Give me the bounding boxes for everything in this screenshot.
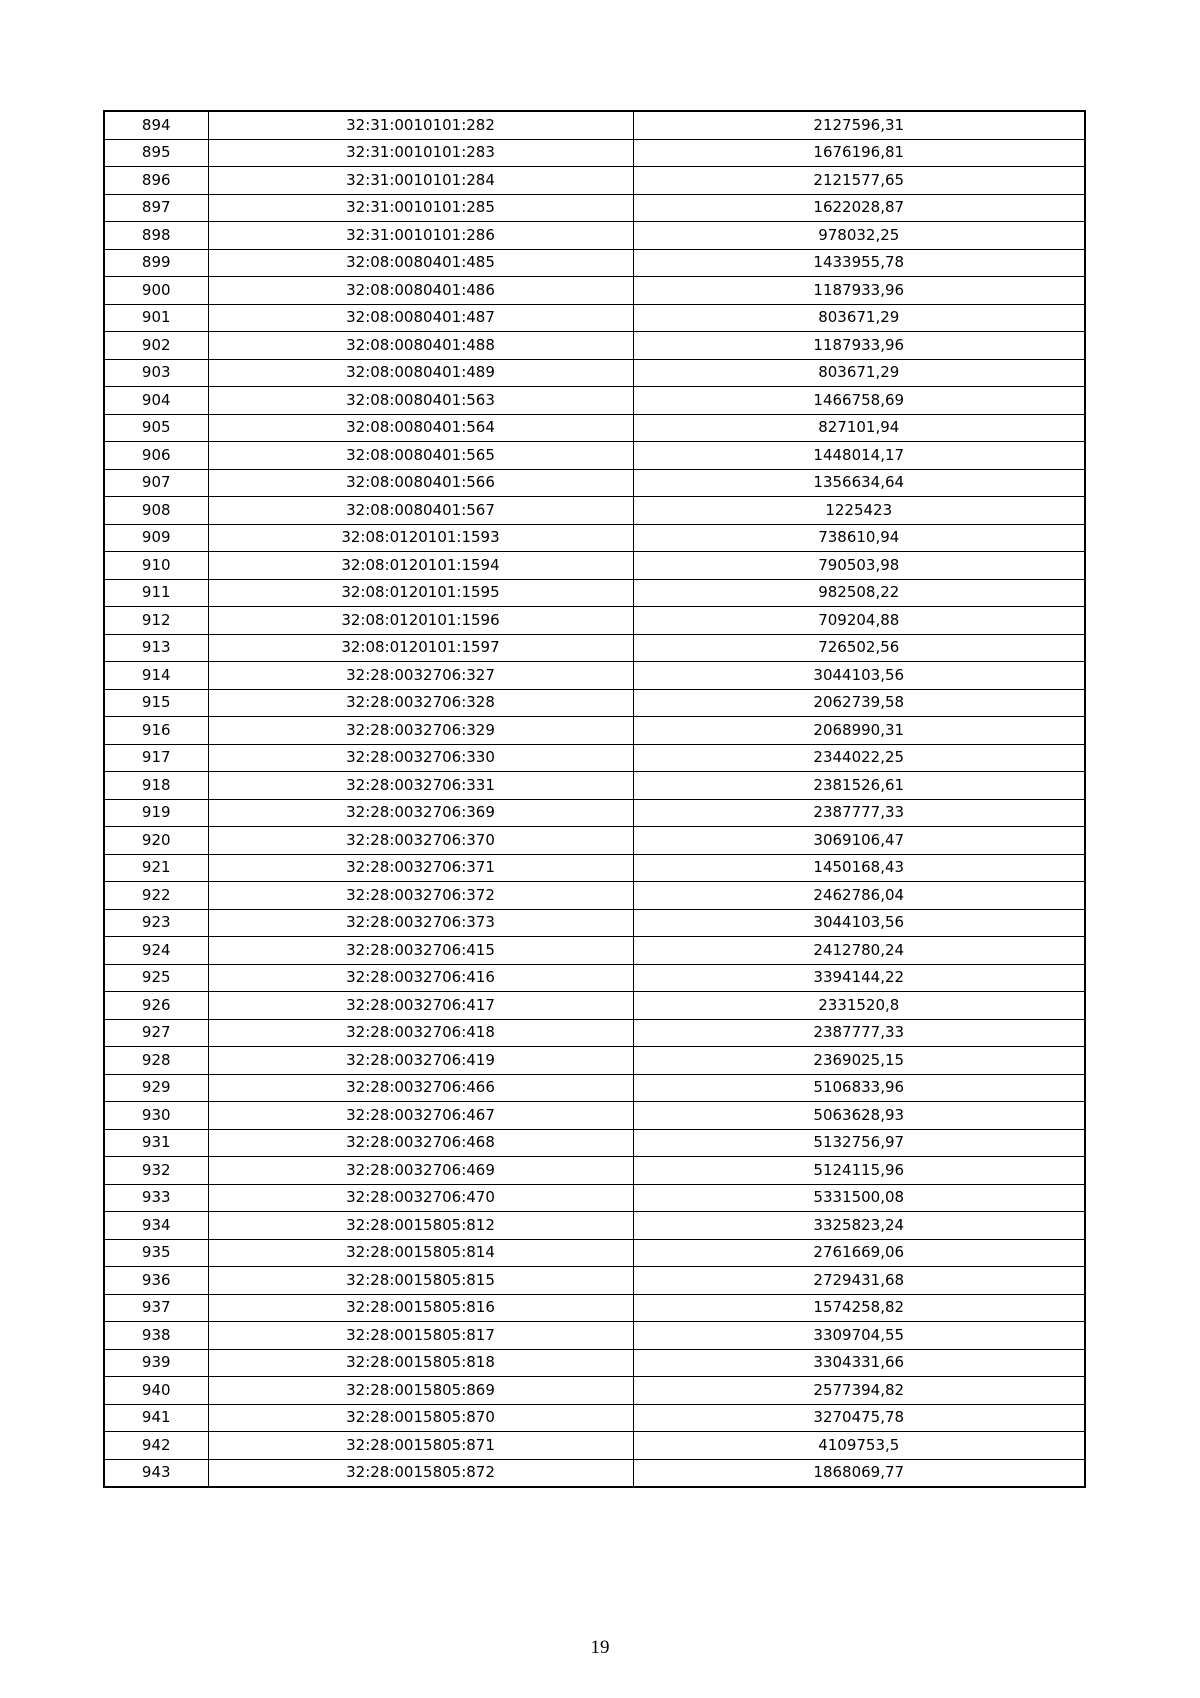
cadastral-value-cell: 709204,88	[633, 607, 1085, 635]
row-number-cell: 899	[104, 249, 208, 277]
cadastral-number-cell: 32:08:0080401:566	[208, 469, 633, 497]
cadastral-value-cell: 803671,29	[633, 304, 1085, 332]
table-row	[104, 1322, 1085, 1350]
cadastral-value-cell: 3309704,55	[633, 1322, 1085, 1350]
row-number-cell: 941	[104, 1404, 208, 1432]
cadastral-number-cell: 32:31:0010101:286	[208, 222, 633, 250]
cadastral-number-cell: 32:31:0010101:284	[208, 167, 633, 195]
table-row	[104, 1102, 1085, 1130]
table-row	[104, 1377, 1085, 1405]
row-number-cell: 928	[104, 1047, 208, 1075]
table-row	[104, 249, 1085, 277]
cadastral-number-cell: 32:28:0032706:330	[208, 744, 633, 772]
cadastral-number-cell: 32:08:0120101:1594	[208, 552, 633, 580]
cadastral-number-cell: 32:28:0032706:416	[208, 964, 633, 992]
table-row	[104, 1212, 1085, 1240]
cadastral-value-cell: 2344022,25	[633, 744, 1085, 772]
row-number-cell: 897	[104, 194, 208, 222]
cadastral-number-cell: 32:28:0032706:469	[208, 1157, 633, 1185]
row-number-cell: 917	[104, 744, 208, 772]
row-number-cell: 925	[104, 964, 208, 992]
cadastral-number-cell: 32:28:0032706:329	[208, 717, 633, 745]
row-number-cell: 934	[104, 1212, 208, 1240]
cadastral-number-cell: 32:08:0120101:1597	[208, 634, 633, 662]
table-row	[104, 359, 1085, 387]
table-row	[104, 607, 1085, 635]
cadastral-value-cell: 1187933,96	[633, 277, 1085, 305]
table-row	[104, 909, 1085, 937]
table-row	[104, 827, 1085, 855]
row-number-cell: 926	[104, 992, 208, 1020]
cadastral-value-cell: 982508,22	[633, 579, 1085, 607]
cadastral-number-cell: 32:08:0080401:567	[208, 497, 633, 525]
table-row	[104, 552, 1085, 580]
cadastral-value-cell: 5106833,96	[633, 1074, 1085, 1102]
table-row	[104, 717, 1085, 745]
cadastral-value-cell: 738610,94	[633, 524, 1085, 552]
cadastral-number-cell: 32:08:0080401:563	[208, 387, 633, 415]
row-number-cell: 911	[104, 579, 208, 607]
table-row	[104, 634, 1085, 662]
cadastral-number-cell: 32:28:0032706:331	[208, 772, 633, 800]
cadastral-number-cell: 32:08:0080401:487	[208, 304, 633, 332]
row-number-cell: 937	[104, 1294, 208, 1322]
cadastral-number-cell: 32:28:0032706:419	[208, 1047, 633, 1075]
cadastral-value-cell: 2369025,15	[633, 1047, 1085, 1075]
table-row	[104, 1239, 1085, 1267]
row-number-cell: 920	[104, 827, 208, 855]
row-number-cell: 933	[104, 1184, 208, 1212]
cadastral-value-cell: 3304331,66	[633, 1349, 1085, 1377]
cadastral-number-cell: 32:08:0120101:1596	[208, 607, 633, 635]
cadastral-number-cell: 32:28:0032706:328	[208, 689, 633, 717]
row-number-cell: 930	[104, 1102, 208, 1130]
table-row	[104, 1267, 1085, 1295]
table-row	[104, 167, 1085, 195]
cadastral-number-cell: 32:08:0120101:1593	[208, 524, 633, 552]
row-number-cell: 938	[104, 1322, 208, 1350]
cadastral-number-cell: 32:31:0010101:282	[208, 111, 633, 139]
row-number-cell: 901	[104, 304, 208, 332]
cadastral-value-cell: 1450168,43	[633, 854, 1085, 882]
cadastral-number-cell: 32:08:0080401:564	[208, 414, 633, 442]
cadastral-number-cell: 32:28:0015805:818	[208, 1349, 633, 1377]
table-row	[104, 139, 1085, 167]
row-number-cell: 936	[104, 1267, 208, 1295]
row-number-cell: 942	[104, 1432, 208, 1460]
table-row	[104, 937, 1085, 965]
table-row	[104, 332, 1085, 360]
row-number-cell: 908	[104, 497, 208, 525]
row-number-cell: 922	[104, 882, 208, 910]
row-number-cell: 943	[104, 1459, 208, 1487]
cadastral-value-cell: 1868069,77	[633, 1459, 1085, 1487]
cadastral-number-cell: 32:08:0080401:565	[208, 442, 633, 470]
row-number-cell: 904	[104, 387, 208, 415]
table-row	[104, 1404, 1085, 1432]
cadastral-value-cell: 803671,29	[633, 359, 1085, 387]
cadastral-value-cell: 827101,94	[633, 414, 1085, 442]
cadastral-number-cell: 32:08:0080401:489	[208, 359, 633, 387]
table-row	[104, 992, 1085, 1020]
cadastral-value-cell: 3069106,47	[633, 827, 1085, 855]
row-number-cell: 919	[104, 799, 208, 827]
row-number-cell: 918	[104, 772, 208, 800]
cadastral-value-cell: 2761669,06	[633, 1239, 1085, 1267]
cadastral-value-cell: 3044103,56	[633, 662, 1085, 690]
table-row	[104, 662, 1085, 690]
row-number-cell: 910	[104, 552, 208, 580]
table-body	[104, 111, 1085, 1487]
row-number-cell: 913	[104, 634, 208, 662]
cadastral-value-cell: 3394144,22	[633, 964, 1085, 992]
table-row	[104, 964, 1085, 992]
cadastral-number-cell: 32:28:0015805:870	[208, 1404, 633, 1432]
table-row	[104, 194, 1085, 222]
cadastral-value-cell: 1466758,69	[633, 387, 1085, 415]
row-number-cell: 896	[104, 167, 208, 195]
table-row	[104, 414, 1085, 442]
cadastral-value-cell: 2331520,8	[633, 992, 1085, 1020]
row-number-cell: 924	[104, 937, 208, 965]
row-number-cell: 895	[104, 139, 208, 167]
cadastral-value-cell: 3270475,78	[633, 1404, 1085, 1432]
row-number-cell: 935	[104, 1239, 208, 1267]
table-row	[104, 579, 1085, 607]
cadastral-value-cell: 790503,98	[633, 552, 1085, 580]
cadastral-value-cell: 1187933,96	[633, 332, 1085, 360]
table-row	[104, 1184, 1085, 1212]
cadastral-number-cell: 32:28:0032706:467	[208, 1102, 633, 1130]
cadastral-value-cell: 2387777,33	[633, 799, 1085, 827]
cadastral-value-cell: 1622028,87	[633, 194, 1085, 222]
row-number-cell: 912	[104, 607, 208, 635]
row-number-cell: 898	[104, 222, 208, 250]
row-number-cell: 932	[104, 1157, 208, 1185]
row-number-cell: 940	[104, 1377, 208, 1405]
row-number-cell: 894	[104, 111, 208, 139]
table-row	[104, 1294, 1085, 1322]
table-row	[104, 772, 1085, 800]
cadastral-value-cell: 1225423	[633, 497, 1085, 525]
cadastral-value-cell: 5124115,96	[633, 1157, 1085, 1185]
cadastral-number-cell: 32:28:0015805:869	[208, 1377, 633, 1405]
cadastral-number-cell: 32:28:0032706:415	[208, 937, 633, 965]
table-row	[104, 1459, 1085, 1487]
row-number-cell: 916	[104, 717, 208, 745]
cadastral-number-cell: 32:08:0080401:485	[208, 249, 633, 277]
row-number-cell: 906	[104, 442, 208, 470]
cadastral-value-cell: 5063628,93	[633, 1102, 1085, 1130]
cadastral-value-table	[103, 110, 1086, 1488]
cadastral-value-cell: 2412780,24	[633, 937, 1085, 965]
cadastral-number-cell: 32:28:0032706:327	[208, 662, 633, 690]
table-row	[104, 744, 1085, 772]
table-row	[104, 497, 1085, 525]
cadastral-value-cell: 4109753,5	[633, 1432, 1085, 1460]
cadastral-number-cell: 32:28:0032706:373	[208, 909, 633, 937]
cadastral-number-cell: 32:28:0015805:872	[208, 1459, 633, 1487]
cadastral-value-cell: 3044103,56	[633, 909, 1085, 937]
cadastral-value-cell: 2462786,04	[633, 882, 1085, 910]
cadastral-value-cell: 2387777,33	[633, 1019, 1085, 1047]
table-row	[104, 469, 1085, 497]
cadastral-number-cell: 32:28:0032706:470	[208, 1184, 633, 1212]
cadastral-value-cell: 978032,25	[633, 222, 1085, 250]
cadastral-value-cell: 1574258,82	[633, 1294, 1085, 1322]
cadastral-value-cell: 2068990,31	[633, 717, 1085, 745]
cadastral-number-cell: 32:28:0032706:370	[208, 827, 633, 855]
table-row	[104, 799, 1085, 827]
cadastral-value-cell: 2381526,61	[633, 772, 1085, 800]
row-number-cell: 921	[104, 854, 208, 882]
cadastral-value-cell: 2729431,68	[633, 1267, 1085, 1295]
table-row	[104, 1349, 1085, 1377]
cadastral-value-cell: 1433955,78	[633, 249, 1085, 277]
cadastral-number-cell: 32:28:0015805:817	[208, 1322, 633, 1350]
cadastral-number-cell: 32:28:0032706:468	[208, 1129, 633, 1157]
row-number-cell: 927	[104, 1019, 208, 1047]
table-row	[104, 854, 1085, 882]
cadastral-number-cell: 32:08:0080401:488	[208, 332, 633, 360]
cadastral-number-cell: 32:31:0010101:283	[208, 139, 633, 167]
cadastral-value-cell: 2577394,82	[633, 1377, 1085, 1405]
cadastral-value-cell: 2062739,58	[633, 689, 1085, 717]
table-row	[104, 1129, 1085, 1157]
cadastral-number-cell: 32:28:0032706:372	[208, 882, 633, 910]
cadastral-value-cell: 5331500,08	[633, 1184, 1085, 1212]
cadastral-number-cell: 32:28:0032706:466	[208, 1074, 633, 1102]
cadastral-value-cell: 2127596,31	[633, 111, 1085, 139]
table-row	[104, 222, 1085, 250]
cadastral-number-cell: 32:28:0032706:369	[208, 799, 633, 827]
cadastral-number-cell: 32:28:0015805:814	[208, 1239, 633, 1267]
table-row	[104, 1157, 1085, 1185]
row-number-cell: 931	[104, 1129, 208, 1157]
row-number-cell: 903	[104, 359, 208, 387]
table-row	[104, 882, 1085, 910]
cadastral-value-cell: 3325823,24	[633, 1212, 1085, 1240]
cadastral-number-cell: 32:28:0032706:418	[208, 1019, 633, 1047]
table-row	[104, 524, 1085, 552]
cadastral-value-cell: 1356634,64	[633, 469, 1085, 497]
row-number-cell: 905	[104, 414, 208, 442]
cadastral-value-cell: 1676196,81	[633, 139, 1085, 167]
cadastral-number-cell: 32:28:0032706:371	[208, 854, 633, 882]
cadastral-value-cell: 2121577,65	[633, 167, 1085, 195]
cadastral-value-cell: 1448014,17	[633, 442, 1085, 470]
cadastral-number-cell: 32:08:0120101:1595	[208, 579, 633, 607]
cadastral-number-cell: 32:28:0015805:815	[208, 1267, 633, 1295]
cadastral-value-cell: 5132756,97	[633, 1129, 1085, 1157]
row-number-cell: 929	[104, 1074, 208, 1102]
table-row	[104, 277, 1085, 305]
row-number-cell: 915	[104, 689, 208, 717]
row-number-cell: 939	[104, 1349, 208, 1377]
table-row	[104, 689, 1085, 717]
row-number-cell: 923	[104, 909, 208, 937]
row-number-cell: 900	[104, 277, 208, 305]
cadastral-number-cell: 32:31:0010101:285	[208, 194, 633, 222]
row-number-cell: 914	[104, 662, 208, 690]
table-row	[104, 1074, 1085, 1102]
cadastral-number-cell: 32:28:0015805:871	[208, 1432, 633, 1460]
row-number-cell: 902	[104, 332, 208, 360]
cadastral-number-cell: 32:28:0032706:417	[208, 992, 633, 1020]
table-row	[104, 442, 1085, 470]
cadastral-number-cell: 32:28:0015805:812	[208, 1212, 633, 1240]
table-row	[104, 1019, 1085, 1047]
cadastral-number-cell: 32:28:0015805:816	[208, 1294, 633, 1322]
page-number: 19	[590, 1637, 610, 1658]
cadastral-number-cell: 32:08:0080401:486	[208, 277, 633, 305]
table-row	[104, 111, 1085, 139]
row-number-cell: 909	[104, 524, 208, 552]
row-number-cell: 907	[104, 469, 208, 497]
table-row	[104, 1432, 1085, 1460]
table-row	[104, 1047, 1085, 1075]
cadastral-value-cell: 726502,56	[633, 634, 1085, 662]
table-row	[104, 387, 1085, 415]
table-row	[104, 304, 1085, 332]
